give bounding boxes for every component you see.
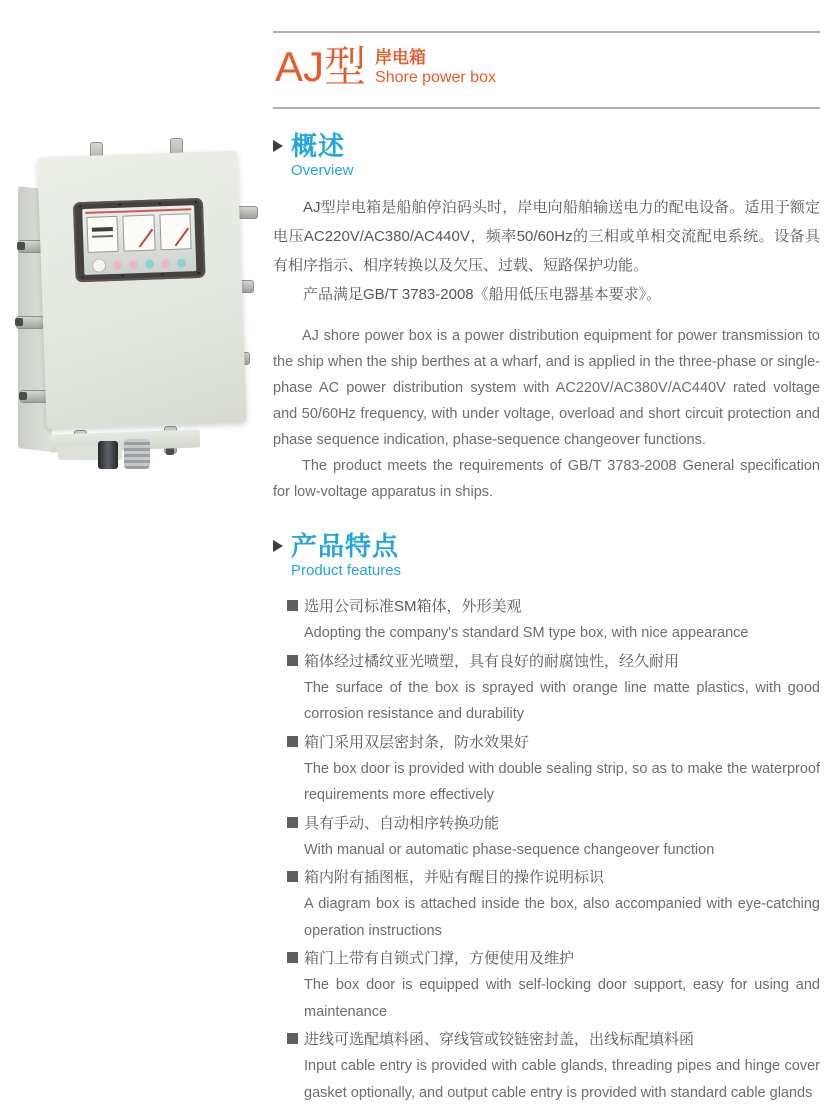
- feature-item: [287, 945, 820, 1025]
- square-bullet-icon: [287, 655, 298, 666]
- feature-item: [287, 593, 820, 647]
- square-bullet-icon: [287, 1033, 298, 1044]
- overview-english-block: [273, 323, 820, 505]
- overview-paragraph-en: The product meets the requirements of GB/T 3783-2008 General specification for low-voltage apparatus in ships.: [273, 458, 820, 500]
- features-section: [273, 531, 820, 1107]
- feature-title-cn: 选用公司标准SM箱体，外形美观: [287, 593, 820, 620]
- indicator-row: [84, 250, 197, 275]
- analog-meter: [159, 213, 192, 250]
- subtitle-cn: 岸电箱: [375, 48, 427, 67]
- page-title: [275, 44, 496, 90]
- features-list: [273, 593, 820, 1106]
- indicator-light: [161, 259, 170, 268]
- overview-paragraph-en: AJ shore power box is a power distribution equipment for power transmission to the ship when the ship berthes at a wharf, and is applied in the three-phase or single-phase AC power distribution system with AC220V/AC380V/AC440V rated voltage and 50/60Hz frequency, with under voltage, overload and short circuit protection and phase sequence indication, phase-sequence changeover functions.: [273, 328, 820, 448]
- features-heading: [273, 531, 820, 580]
- meter-row: [82, 212, 195, 254]
- overview-heading: [273, 131, 820, 180]
- cable-gland: [124, 439, 150, 469]
- feature-text-en: A diagram box is attached inside the box, also accompanied with eye-catching operation instructions: [304, 896, 820, 939]
- subtitle-en: Shore power box: [375, 69, 496, 86]
- square-bullet-icon: [287, 600, 298, 611]
- feature-item: [287, 729, 820, 809]
- overview-heading-cn: 概述: [291, 131, 346, 161]
- meter-panel: [82, 205, 196, 275]
- cable-gland: [98, 441, 118, 469]
- square-bullet-icon: [287, 952, 298, 963]
- feature-title-cn: 具有手动、自动相序转换功能: [287, 810, 820, 837]
- overview-section: [273, 131, 820, 505]
- feature-item: [287, 648, 820, 728]
- feature-text-en: The surface of the box is sprayed with orange line matte plastics, with good corrosion resistance and durability: [304, 679, 820, 722]
- feature-text-en: Input cable entry is provided with cable glands, threading pipes and hinge cover gasket optionally, and output cable entry is provided with standard cable glands: [304, 1058, 820, 1101]
- meter-window: [73, 198, 206, 282]
- indicator-light: [129, 260, 138, 269]
- square-bullet-icon: [287, 736, 298, 747]
- indicator-light: [145, 259, 154, 268]
- push-button-icon: [92, 258, 106, 272]
- feature-item: [287, 1026, 820, 1106]
- feature-title-cn: 箱体经过橘纹亚光喷塑，具有良好的耐腐蚀性，经久耐用: [287, 648, 820, 675]
- feature-item: [287, 864, 820, 944]
- screw-dots-icon: [79, 205, 81, 207]
- indicator-light: [113, 260, 122, 269]
- feature-title-cn: 箱门上带有自锁式门撑，方便使用及维护: [287, 945, 820, 972]
- square-bullet-icon: [287, 871, 298, 882]
- triangle-marker-icon: [273, 540, 283, 552]
- model-name: AJ型: [275, 43, 367, 90]
- latch-clamp-icon: [20, 390, 48, 403]
- meter-needle-icon: [138, 229, 153, 248]
- overview-paragraph-cn: 产品满足GB/T 3783-2008《船用低压电器基本要求》。: [303, 286, 662, 303]
- feature-title-cn: 箱内附有插图框，并贴有醒目的操作说明标识: [287, 864, 820, 891]
- analog-meter: [86, 216, 119, 253]
- shore-power-box-photo: [12, 140, 262, 470]
- title-divider: [273, 107, 820, 109]
- feature-text-en: The box door is provided with double sealing strip, so as to make the waterproof requirements more effectively: [304, 760, 820, 803]
- square-bullet-icon: [287, 817, 298, 828]
- title-subtitles: [375, 48, 496, 90]
- analog-meter: [123, 215, 156, 252]
- feature-title-cn: 进线可选配填料函、穿线管或铰链密封盖，出线标配填料函: [287, 1026, 820, 1053]
- feature-item: [287, 810, 820, 864]
- overview-heading-en: Overview: [291, 162, 354, 179]
- triangle-marker-icon: [273, 140, 283, 152]
- top-divider: [273, 31, 820, 33]
- features-heading-en: Product features: [291, 562, 402, 579]
- feature-title-cn: 箱门采用双层密封条，防水效果好: [287, 729, 820, 756]
- feature-text-en: The box door is equipped with self-locking door support, easy for using and maintenance: [304, 977, 820, 1020]
- overview-paragraph-cn: AJ型岸电箱是船舶停泊码头时，岸电向船舶输送电力的配电设备。适用于额定电压AC220V/AC380/AC440V，频率50/60Hz的三相或单相交流配电系统。设备具有相序指示、相序转换以及欠压、过载、短路保护功能。: [273, 199, 820, 274]
- box-front-face: [37, 151, 246, 430]
- feature-text-en: With manual or automatic phase-sequence changeover function: [304, 841, 715, 858]
- features-heading-cn: 产品特点: [291, 531, 400, 561]
- feature-text-en: Adopting the company's standard SM type box, with nice appearance: [304, 625, 749, 641]
- latch-clamp-icon: [16, 316, 44, 329]
- indicator-light: [177, 258, 186, 267]
- meter-needle-icon: [175, 227, 190, 246]
